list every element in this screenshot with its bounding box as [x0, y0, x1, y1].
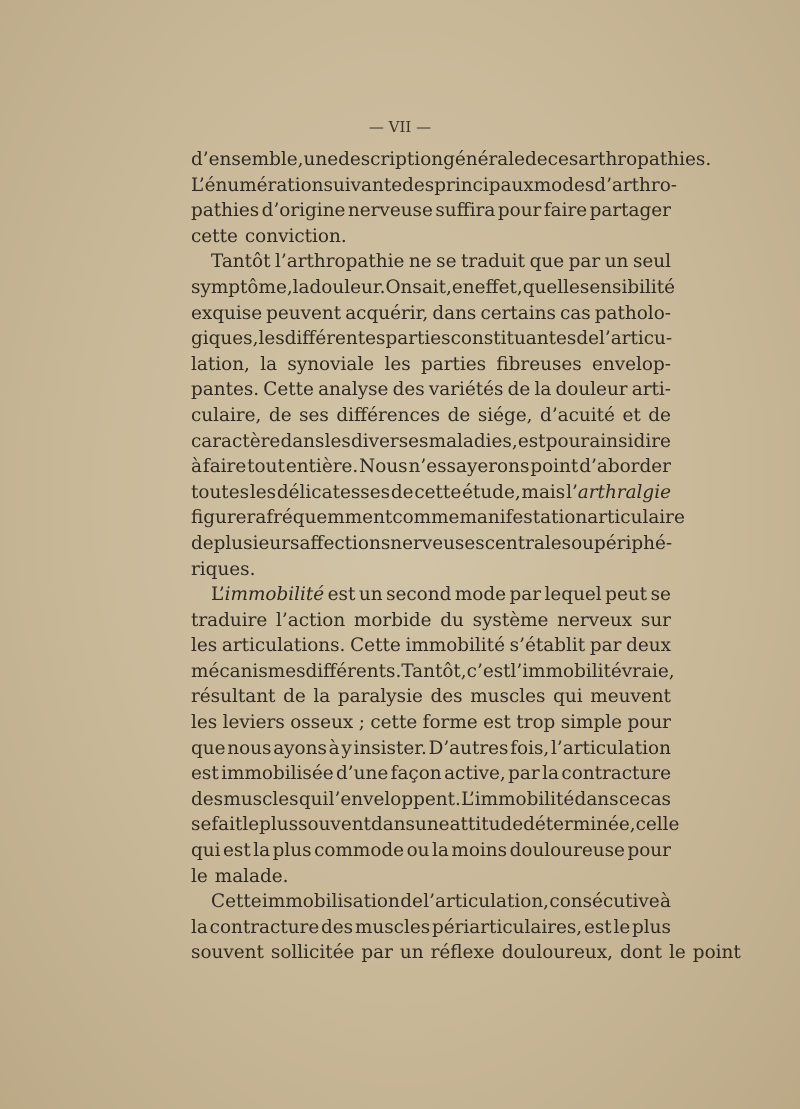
text-line: les leviers osseux ; cette forme est trop simple pour — [191, 712, 671, 734]
text-line: des muscles qui l’enveloppent. L’immobilité dans ce cas — [191, 788, 671, 810]
text-line: giques, les différentes parties constituantes de l’articu- — [191, 328, 673, 350]
text-line: se fait le plus souvent dans une attitude déterminée, celle — [191, 814, 680, 836]
text-line: figurera fréquemment comme manifestation articulaire — [191, 507, 685, 529]
text-line: la contracture des muscles périarticulaires, est le plus — [191, 916, 671, 938]
page-number: — VII — — [368, 118, 432, 136]
text-line: toutes les délicatesses de cette étude, mais l’arthralgie — [191, 481, 671, 503]
text-line: est immobilisée d’une façon active, par la contracture — [191, 763, 671, 785]
text-line: riques. — [191, 558, 256, 580]
text-line: d’ensemble, une description générale de ces arthropathies. — [191, 149, 712, 170]
text-line: symptôme, la douleur. On sait, en effet, quelle sensibilité — [191, 276, 676, 298]
text-line: mécanismes différents. Tantôt, c’est l’immobilité vraie, — [191, 660, 675, 682]
text-line: L’immobilité est un second mode par lequel peut se — [211, 584, 671, 606]
text-line: lation, la synoviale les parties fibreuses envelop- — [191, 353, 671, 375]
text-line: souvent sollicitée par un réflexe douloureux, dont le point — [191, 942, 741, 964]
text-line: pantes. Cette analyse des variétés de la douleur arti- — [191, 379, 671, 401]
text-line: que nous ayons à y insister. D’autres fois, l’articulation — [191, 737, 671, 759]
text-line: les articulations. Cette immobilité s’établit par deux — [191, 635, 671, 657]
text-line: exquise peuvent acquérir, dans certains cas patholo- — [191, 302, 671, 324]
text-line: résultant de la paralysie des muscles qui meuvent — [191, 686, 671, 708]
text-line: traduire l’action morbide du système nerveux sur — [191, 609, 671, 631]
text-line: de plusieurs affections nerveuses centrales ou périphé- — [191, 532, 673, 554]
text-line: qui est la plus commode ou la moins douloureuse pour — [191, 840, 671, 862]
text-line: cette conviction. — [191, 225, 347, 247]
body-text — [191, 147, 741, 966]
text-line: pathies d’origine nerveuse suffira pour faire partager — [191, 200, 671, 222]
text-line: le malade. — [191, 865, 289, 887]
text-line: Tantôt l’arthropathie ne se traduit que par un seul — [211, 251, 671, 273]
text-line: Cette immobilisation de l’articulation, consécutive à — [211, 891, 671, 913]
text-line: L’énumération suivante des principaux modes d’arthro- — [191, 174, 677, 196]
text-line: à faire tout entière. Nous n’essayerons point d’aborder — [191, 456, 671, 478]
text-line: caractère dans les diverses maladies, est pour ainsi dire — [191, 430, 671, 452]
text-line: culaire, de ses différences de siége, d’acuité et de — [191, 404, 671, 426]
